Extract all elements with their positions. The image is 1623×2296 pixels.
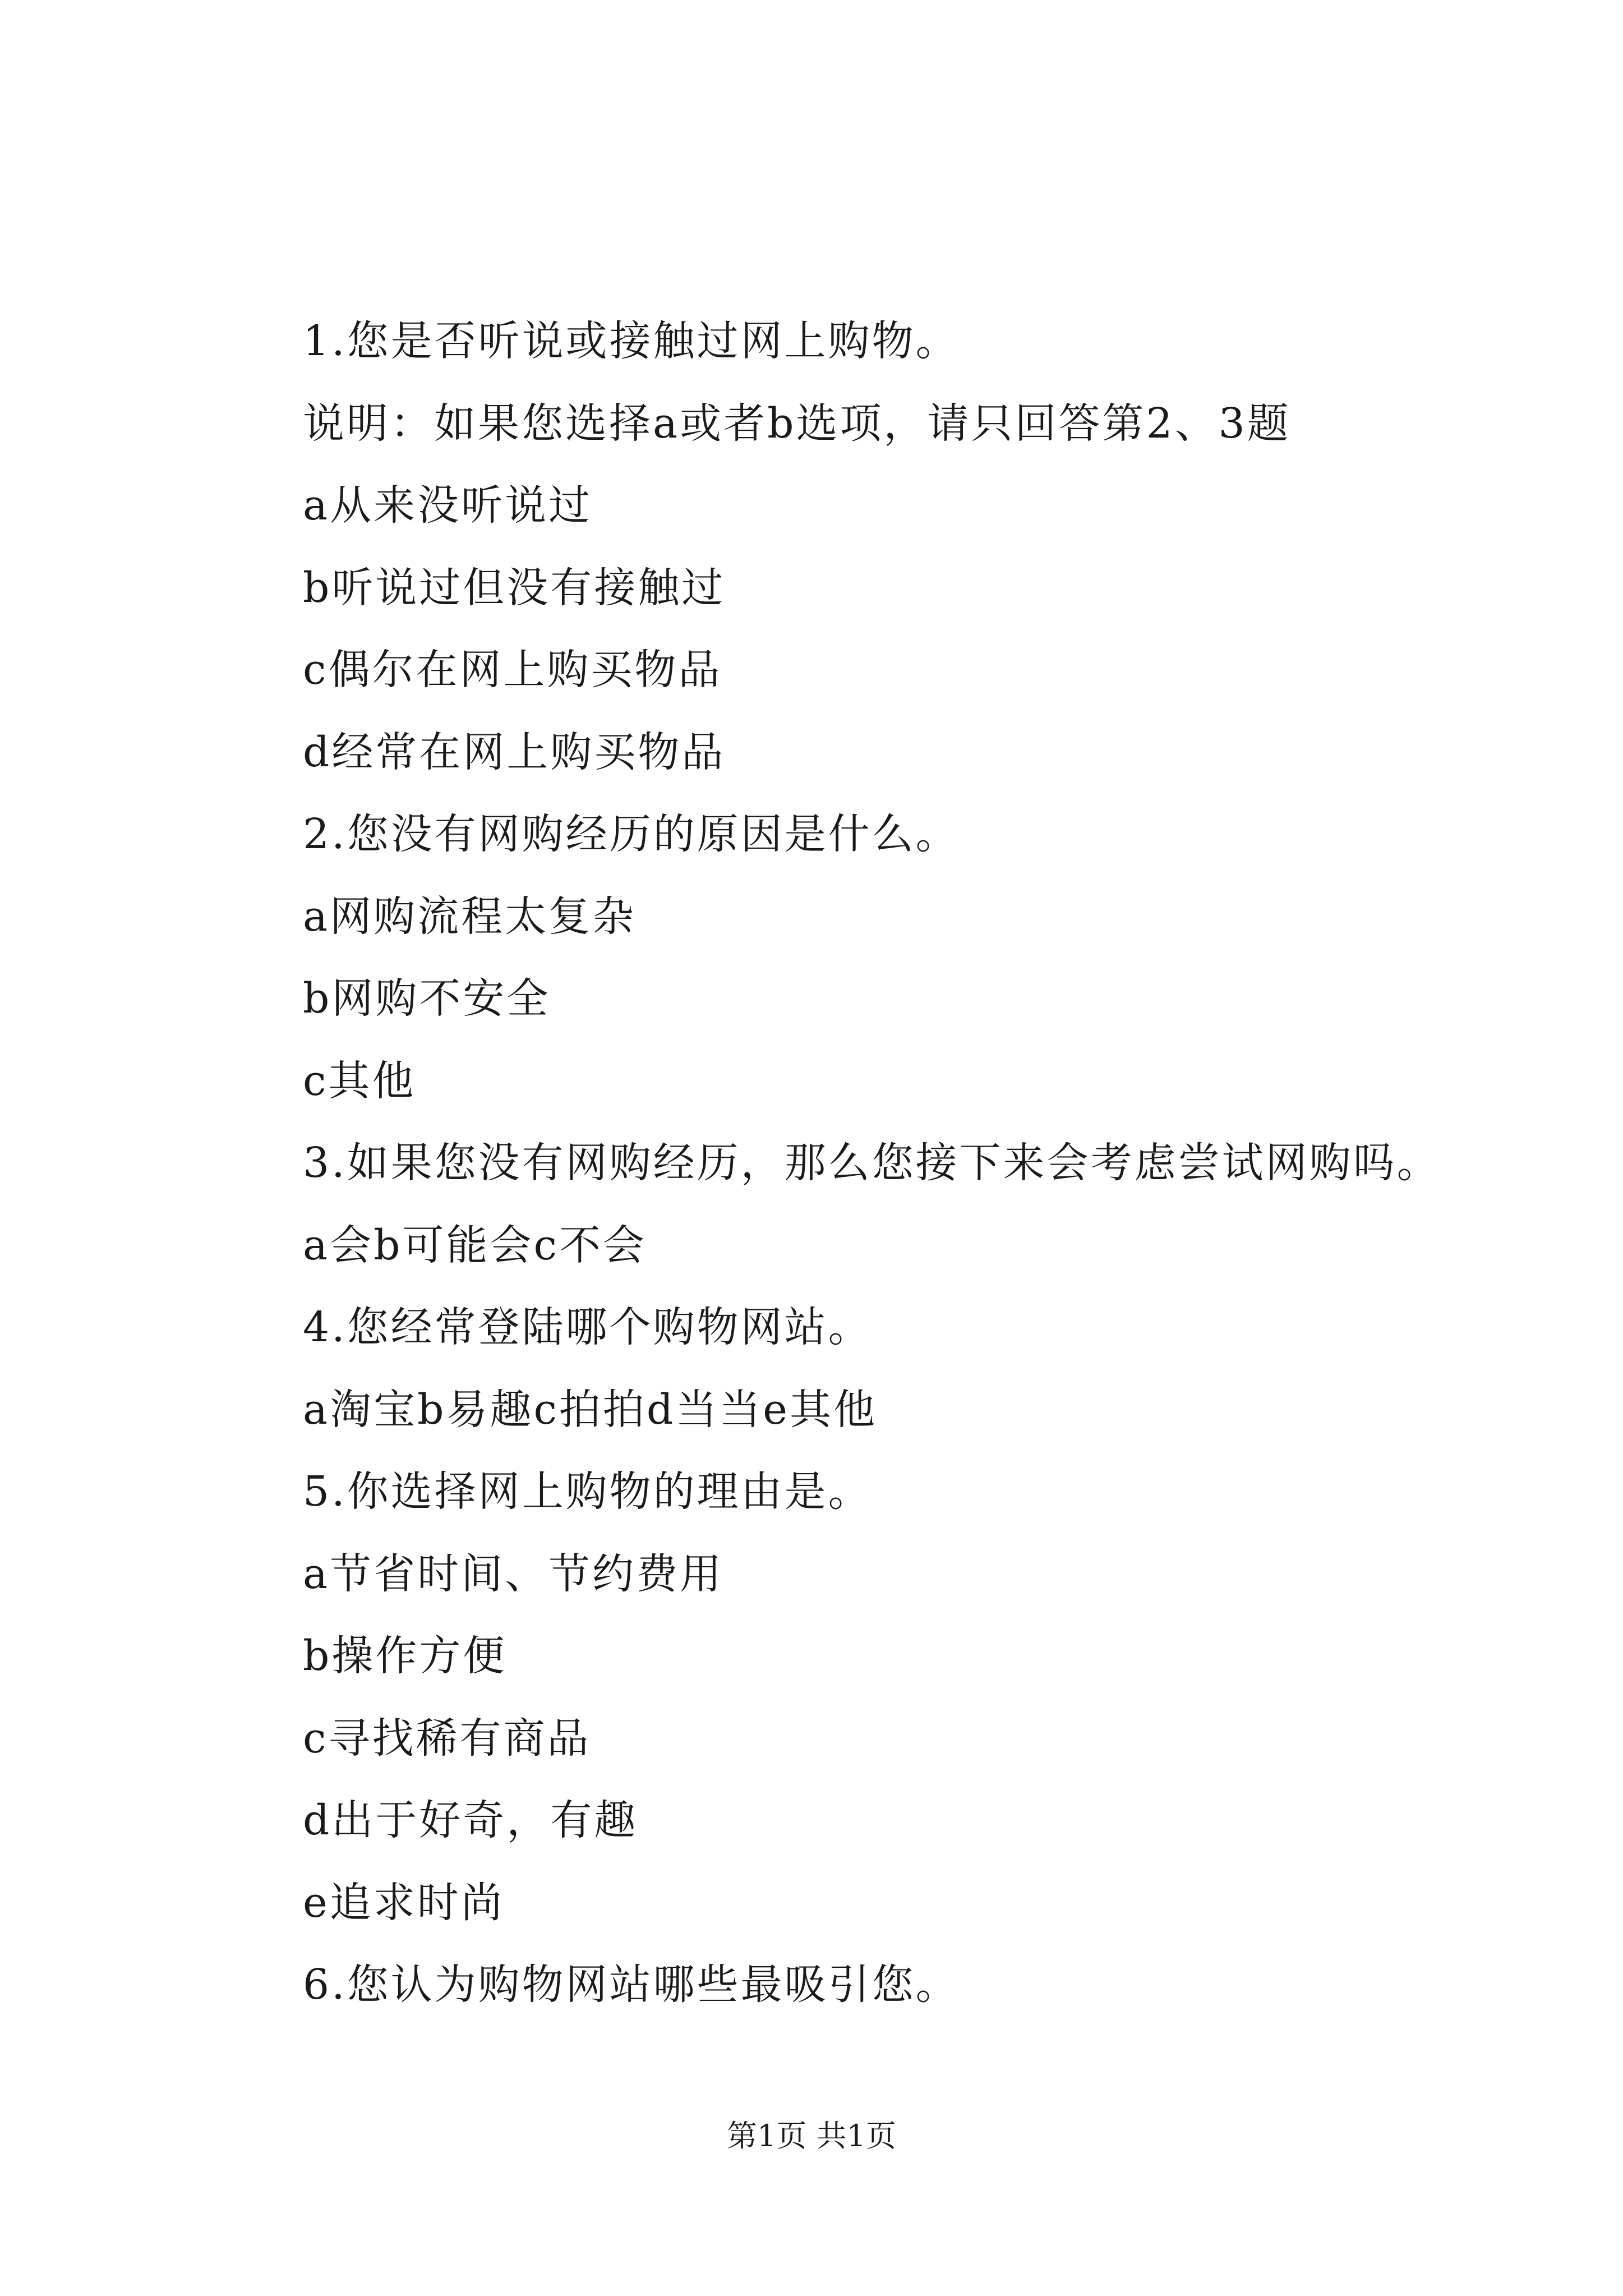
question-3: 3.如果您没有网购经历，那么您接下来会考虑尝试网购吗。 [303,1139,1441,1187]
option-line: d出于好奇，有趣 [303,1796,638,1844]
option-line: a从来没听说过 [303,481,593,530]
option-line: a网购流程太复杂 [303,892,637,941]
option-line: c偶尔在网上购买物品 [303,646,722,694]
option-line: a节省时间、节约费用 [303,1549,724,1598]
option-line: b听说过但没有接触过 [303,563,726,612]
option-line: c其他 [303,1056,416,1105]
option-line: a淘宝b易趣c拍拍d当当e其他 [303,1385,878,1434]
question-6: 6.您认为购物网站哪些最吸引您。 [303,1961,960,2009]
option-line: c寻找稀有商品 [303,1714,591,1763]
instruction-note: 说明：如果您选择a或者b选项，请只回答第2、3题 [303,399,1291,448]
page-footer: 第1页 共1页 [727,2118,896,2154]
question-4: 4.您经常登陆哪个购物网站。 [303,1303,872,1351]
document-body [303,300,1570,2026]
option-line: e追求时尚 [303,1878,505,1927]
question-2: 2.您没有网购经历的原因是什么。 [303,810,960,858]
question-1: 1.您是否听说或接触过网上购物。 [303,317,960,365]
option-line: b操作方便 [303,1632,507,1680]
option-line: b网购不安全 [303,974,551,1023]
option-line: d经常在网上购买物品 [303,728,726,776]
option-line: a会b可能会c不会 [303,1221,647,1269]
question-5: 5.你选择网上购物的理由是。 [303,1467,872,1516]
